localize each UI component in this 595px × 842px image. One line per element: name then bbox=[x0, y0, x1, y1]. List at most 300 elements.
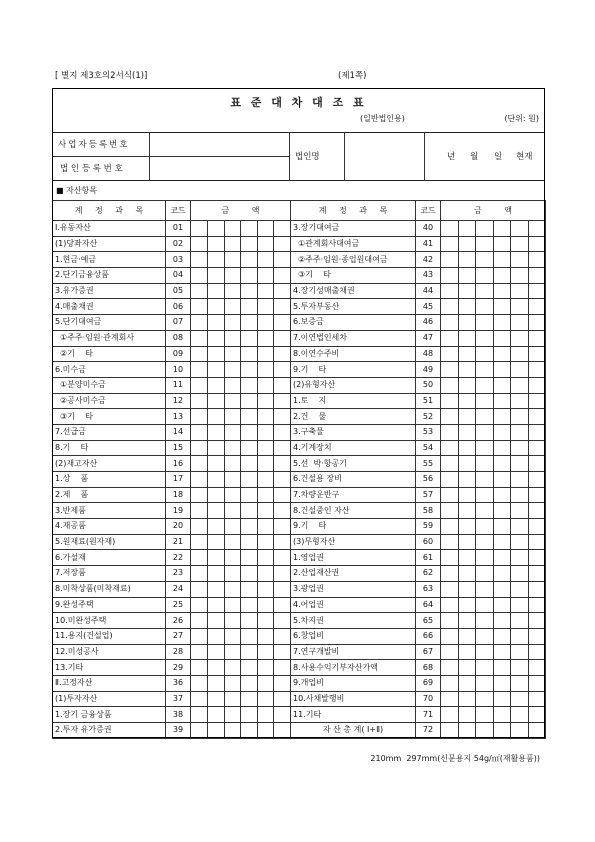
right-amount-cell[interactable] bbox=[459, 346, 476, 362]
left-amount-cell[interactable] bbox=[241, 252, 258, 268]
right-amount-cell[interactable] bbox=[511, 550, 529, 566]
left-amount-cell[interactable] bbox=[208, 566, 225, 582]
right-amount-cell[interactable] bbox=[511, 330, 529, 346]
left-amount-cell[interactable] bbox=[274, 424, 291, 440]
left-amount-cell[interactable] bbox=[191, 581, 208, 597]
right-amount-cell[interactable] bbox=[459, 675, 476, 691]
left-amount-cell[interactable] bbox=[191, 487, 208, 503]
left-amount-cell[interactable] bbox=[191, 472, 208, 488]
left-amount-cell[interactable] bbox=[191, 221, 208, 237]
right-amount-cell[interactable] bbox=[511, 675, 529, 691]
right-amount-cell[interactable] bbox=[441, 675, 459, 691]
left-amount-cell[interactable] bbox=[241, 628, 258, 644]
right-amount-cell[interactable] bbox=[476, 613, 494, 629]
left-amount-cell[interactable] bbox=[208, 487, 225, 503]
right-amount-cell[interactable] bbox=[476, 299, 494, 315]
left-amount-cell[interactable] bbox=[258, 283, 274, 299]
left-amount-cell[interactable] bbox=[208, 393, 225, 409]
right-amount-cell[interactable] bbox=[511, 581, 529, 597]
right-amount-cell[interactable] bbox=[529, 613, 546, 629]
right-amount-cell[interactable] bbox=[459, 691, 476, 707]
left-amount-cell[interactable] bbox=[274, 723, 291, 739]
left-amount-cell[interactable] bbox=[258, 299, 274, 315]
left-amount-cell[interactable] bbox=[225, 268, 241, 284]
right-amount-cell[interactable] bbox=[441, 487, 459, 503]
left-amount-cell[interactable] bbox=[225, 393, 241, 409]
right-amount-cell[interactable] bbox=[529, 221, 546, 237]
left-amount-cell[interactable] bbox=[191, 534, 208, 550]
left-amount-cell[interactable] bbox=[191, 236, 208, 252]
right-amount-cell[interactable] bbox=[494, 487, 511, 503]
right-amount-cell[interactable] bbox=[459, 534, 476, 550]
left-amount-cell[interactable] bbox=[274, 377, 291, 393]
right-amount-cell[interactable] bbox=[529, 268, 546, 284]
right-amount-cell[interactable] bbox=[494, 252, 511, 268]
right-amount-cell[interactable] bbox=[511, 628, 529, 644]
right-amount-cell[interactable] bbox=[476, 707, 494, 723]
left-amount-cell[interactable] bbox=[258, 519, 274, 535]
left-amount-cell[interactable] bbox=[208, 424, 225, 440]
left-amount-cell[interactable] bbox=[225, 628, 241, 644]
left-amount-cell[interactable] bbox=[208, 283, 225, 299]
right-amount-cell[interactable] bbox=[441, 424, 459, 440]
right-amount-cell[interactable] bbox=[441, 723, 459, 739]
right-amount-cell[interactable] bbox=[511, 424, 529, 440]
left-amount-cell[interactable] bbox=[274, 628, 291, 644]
left-amount-cell[interactable] bbox=[241, 330, 258, 346]
left-amount-cell[interactable] bbox=[225, 236, 241, 252]
right-amount-cell[interactable] bbox=[441, 299, 459, 315]
left-amount-cell[interactable] bbox=[191, 377, 208, 393]
left-amount-cell[interactable] bbox=[258, 393, 274, 409]
right-amount-cell[interactable] bbox=[494, 691, 511, 707]
right-amount-cell[interactable] bbox=[511, 534, 529, 550]
left-amount-cell[interactable] bbox=[225, 503, 241, 519]
left-amount-cell[interactable] bbox=[208, 472, 225, 488]
left-amount-cell[interactable] bbox=[258, 472, 274, 488]
left-amount-cell[interactable] bbox=[208, 550, 225, 566]
right-amount-cell[interactable] bbox=[441, 330, 459, 346]
right-amount-cell[interactable] bbox=[511, 487, 529, 503]
left-amount-cell[interactable] bbox=[258, 377, 274, 393]
left-amount-cell[interactable] bbox=[208, 440, 225, 456]
left-amount-cell[interactable] bbox=[225, 362, 241, 378]
right-amount-cell[interactable] bbox=[529, 393, 546, 409]
right-amount-cell[interactable] bbox=[476, 393, 494, 409]
left-amount-cell[interactable] bbox=[225, 723, 241, 739]
right-amount-cell[interactable] bbox=[511, 252, 529, 268]
left-amount-cell[interactable] bbox=[241, 377, 258, 393]
left-amount-cell[interactable] bbox=[191, 424, 208, 440]
left-amount-cell[interactable] bbox=[241, 644, 258, 660]
right-amount-cell[interactable] bbox=[459, 566, 476, 582]
right-amount-cell[interactable] bbox=[441, 315, 459, 331]
left-amount-cell[interactable] bbox=[258, 675, 274, 691]
right-amount-cell[interactable] bbox=[529, 581, 546, 597]
left-amount-cell[interactable] bbox=[191, 268, 208, 284]
left-amount-cell[interactable] bbox=[258, 534, 274, 550]
left-amount-cell[interactable] bbox=[191, 252, 208, 268]
left-amount-cell[interactable] bbox=[208, 691, 225, 707]
left-amount-cell[interactable] bbox=[225, 283, 241, 299]
left-amount-cell[interactable] bbox=[258, 503, 274, 519]
left-amount-cell[interactable] bbox=[241, 534, 258, 550]
left-amount-cell[interactable] bbox=[241, 519, 258, 535]
right-amount-cell[interactable] bbox=[476, 660, 494, 676]
left-amount-cell[interactable] bbox=[225, 707, 241, 723]
left-amount-cell[interactable] bbox=[208, 581, 225, 597]
left-amount-cell[interactable] bbox=[241, 283, 258, 299]
right-amount-cell[interactable] bbox=[459, 456, 476, 472]
right-amount-cell[interactable] bbox=[459, 268, 476, 284]
right-amount-cell[interactable] bbox=[441, 236, 459, 252]
right-amount-cell[interactable] bbox=[441, 613, 459, 629]
left-amount-cell[interactable] bbox=[208, 456, 225, 472]
right-amount-cell[interactable] bbox=[459, 597, 476, 613]
right-amount-cell[interactable] bbox=[441, 472, 459, 488]
right-amount-cell[interactable] bbox=[441, 581, 459, 597]
right-amount-cell[interactable] bbox=[529, 644, 546, 660]
left-amount-cell[interactable] bbox=[274, 581, 291, 597]
right-amount-cell[interactable] bbox=[459, 315, 476, 331]
right-amount-cell[interactable] bbox=[441, 566, 459, 582]
right-amount-cell[interactable] bbox=[529, 299, 546, 315]
right-amount-cell[interactable] bbox=[476, 456, 494, 472]
left-amount-cell[interactable] bbox=[191, 691, 208, 707]
left-amount-cell[interactable] bbox=[208, 707, 225, 723]
right-amount-cell[interactable] bbox=[441, 628, 459, 644]
right-amount-cell[interactable] bbox=[494, 597, 511, 613]
right-amount-cell[interactable] bbox=[494, 221, 511, 237]
corp-reg-no-field[interactable] bbox=[150, 157, 290, 181]
left-amount-cell[interactable] bbox=[191, 660, 208, 676]
left-amount-cell[interactable] bbox=[274, 283, 291, 299]
right-amount-cell[interactable] bbox=[459, 613, 476, 629]
right-amount-cell[interactable] bbox=[494, 456, 511, 472]
right-amount-cell[interactable] bbox=[459, 236, 476, 252]
left-amount-cell[interactable] bbox=[274, 613, 291, 629]
right-amount-cell[interactable] bbox=[459, 393, 476, 409]
right-amount-cell[interactable] bbox=[459, 283, 476, 299]
right-amount-cell[interactable] bbox=[529, 487, 546, 503]
right-amount-cell[interactable] bbox=[441, 440, 459, 456]
right-amount-cell[interactable] bbox=[476, 503, 494, 519]
left-amount-cell[interactable] bbox=[208, 519, 225, 535]
left-amount-cell[interactable] bbox=[258, 315, 274, 331]
right-amount-cell[interactable] bbox=[441, 456, 459, 472]
right-amount-cell[interactable] bbox=[476, 534, 494, 550]
left-amount-cell[interactable] bbox=[225, 472, 241, 488]
right-amount-cell[interactable] bbox=[459, 409, 476, 425]
left-amount-cell[interactable] bbox=[274, 550, 291, 566]
left-amount-cell[interactable] bbox=[191, 299, 208, 315]
right-amount-cell[interactable] bbox=[476, 252, 494, 268]
right-amount-cell[interactable] bbox=[494, 519, 511, 535]
right-amount-cell[interactable] bbox=[476, 581, 494, 597]
right-amount-cell[interactable] bbox=[511, 644, 529, 660]
right-amount-cell[interactable] bbox=[459, 707, 476, 723]
right-amount-cell[interactable] bbox=[476, 315, 494, 331]
left-amount-cell[interactable] bbox=[241, 581, 258, 597]
left-amount-cell[interactable] bbox=[225, 691, 241, 707]
right-amount-cell[interactable] bbox=[529, 440, 546, 456]
right-amount-cell[interactable] bbox=[529, 660, 546, 676]
right-amount-cell[interactable] bbox=[441, 409, 459, 425]
right-amount-cell[interactable] bbox=[441, 707, 459, 723]
left-amount-cell[interactable] bbox=[241, 723, 258, 739]
right-amount-cell[interactable] bbox=[476, 550, 494, 566]
left-amount-cell[interactable] bbox=[258, 613, 274, 629]
left-amount-cell[interactable] bbox=[225, 550, 241, 566]
right-amount-cell[interactable] bbox=[459, 628, 476, 644]
right-amount-cell[interactable] bbox=[494, 236, 511, 252]
right-amount-cell[interactable] bbox=[459, 519, 476, 535]
left-amount-cell[interactable] bbox=[241, 503, 258, 519]
right-amount-cell[interactable] bbox=[494, 628, 511, 644]
right-amount-cell[interactable] bbox=[494, 268, 511, 284]
right-amount-cell[interactable] bbox=[459, 440, 476, 456]
left-amount-cell[interactable] bbox=[208, 597, 225, 613]
left-amount-cell[interactable] bbox=[208, 221, 225, 237]
left-amount-cell[interactable] bbox=[258, 236, 274, 252]
left-amount-cell[interactable] bbox=[241, 487, 258, 503]
right-amount-cell[interactable] bbox=[529, 362, 546, 378]
right-amount-cell[interactable] bbox=[511, 456, 529, 472]
right-amount-cell[interactable] bbox=[494, 581, 511, 597]
left-amount-cell[interactable] bbox=[225, 440, 241, 456]
right-amount-cell[interactable] bbox=[494, 424, 511, 440]
right-amount-cell[interactable] bbox=[476, 346, 494, 362]
right-amount-cell[interactable] bbox=[494, 393, 511, 409]
left-amount-cell[interactable] bbox=[208, 723, 225, 739]
right-amount-cell[interactable] bbox=[529, 519, 546, 535]
left-amount-cell[interactable] bbox=[241, 550, 258, 566]
right-amount-cell[interactable] bbox=[511, 707, 529, 723]
right-amount-cell[interactable] bbox=[511, 393, 529, 409]
right-amount-cell[interactable] bbox=[494, 472, 511, 488]
left-amount-cell[interactable] bbox=[274, 362, 291, 378]
right-amount-cell[interactable] bbox=[511, 597, 529, 613]
right-amount-cell[interactable] bbox=[511, 299, 529, 315]
left-amount-cell[interactable] bbox=[225, 424, 241, 440]
left-amount-cell[interactable] bbox=[241, 221, 258, 237]
left-amount-cell[interactable] bbox=[191, 283, 208, 299]
right-amount-cell[interactable] bbox=[441, 550, 459, 566]
right-amount-cell[interactable] bbox=[459, 503, 476, 519]
left-amount-cell[interactable] bbox=[241, 456, 258, 472]
left-amount-cell[interactable] bbox=[225, 252, 241, 268]
left-amount-cell[interactable] bbox=[258, 660, 274, 676]
right-amount-cell[interactable] bbox=[476, 597, 494, 613]
left-amount-cell[interactable] bbox=[274, 440, 291, 456]
right-amount-cell[interactable] bbox=[529, 550, 546, 566]
right-amount-cell[interactable] bbox=[476, 691, 494, 707]
right-amount-cell[interactable] bbox=[476, 221, 494, 237]
left-amount-cell[interactable] bbox=[208, 252, 225, 268]
right-amount-cell[interactable] bbox=[441, 221, 459, 237]
left-amount-cell[interactable] bbox=[191, 330, 208, 346]
right-amount-cell[interactable] bbox=[476, 519, 494, 535]
right-amount-cell[interactable] bbox=[494, 566, 511, 582]
right-amount-cell[interactable] bbox=[529, 330, 546, 346]
right-amount-cell[interactable] bbox=[441, 252, 459, 268]
left-amount-cell[interactable] bbox=[258, 440, 274, 456]
left-amount-cell[interactable] bbox=[241, 346, 258, 362]
right-amount-cell[interactable] bbox=[511, 613, 529, 629]
right-amount-cell[interactable] bbox=[494, 377, 511, 393]
left-amount-cell[interactable] bbox=[241, 566, 258, 582]
right-amount-cell[interactable] bbox=[459, 330, 476, 346]
left-amount-cell[interactable] bbox=[191, 675, 208, 691]
right-amount-cell[interactable] bbox=[459, 723, 476, 739]
left-amount-cell[interactable] bbox=[191, 315, 208, 331]
right-amount-cell[interactable] bbox=[476, 644, 494, 660]
left-amount-cell[interactable] bbox=[241, 268, 258, 284]
right-amount-cell[interactable] bbox=[476, 487, 494, 503]
left-amount-cell[interactable] bbox=[258, 644, 274, 660]
right-amount-cell[interactable] bbox=[529, 534, 546, 550]
left-amount-cell[interactable] bbox=[274, 534, 291, 550]
left-amount-cell[interactable] bbox=[208, 362, 225, 378]
left-amount-cell[interactable] bbox=[241, 472, 258, 488]
right-amount-cell[interactable] bbox=[494, 362, 511, 378]
right-amount-cell[interactable] bbox=[529, 597, 546, 613]
left-amount-cell[interactable] bbox=[191, 628, 208, 644]
left-amount-cell[interactable] bbox=[274, 252, 291, 268]
left-amount-cell[interactable] bbox=[241, 299, 258, 315]
left-amount-cell[interactable] bbox=[208, 409, 225, 425]
left-amount-cell[interactable] bbox=[225, 221, 241, 237]
left-amount-cell[interactable] bbox=[191, 597, 208, 613]
right-amount-cell[interactable] bbox=[441, 393, 459, 409]
left-amount-cell[interactable] bbox=[191, 362, 208, 378]
left-amount-cell[interactable] bbox=[274, 566, 291, 582]
right-amount-cell[interactable] bbox=[441, 503, 459, 519]
left-amount-cell[interactable] bbox=[241, 613, 258, 629]
left-amount-cell[interactable] bbox=[225, 346, 241, 362]
right-amount-cell[interactable] bbox=[529, 283, 546, 299]
left-amount-cell[interactable] bbox=[258, 362, 274, 378]
left-amount-cell[interactable] bbox=[191, 644, 208, 660]
left-amount-cell[interactable] bbox=[274, 315, 291, 331]
left-amount-cell[interactable] bbox=[241, 409, 258, 425]
right-amount-cell[interactable] bbox=[529, 691, 546, 707]
left-amount-cell[interactable] bbox=[225, 597, 241, 613]
right-amount-cell[interactable] bbox=[511, 409, 529, 425]
left-amount-cell[interactable] bbox=[274, 299, 291, 315]
left-amount-cell[interactable] bbox=[225, 581, 241, 597]
left-amount-cell[interactable] bbox=[274, 409, 291, 425]
right-amount-cell[interactable] bbox=[441, 519, 459, 535]
left-amount-cell[interactable] bbox=[274, 346, 291, 362]
right-amount-cell[interactable] bbox=[511, 377, 529, 393]
right-amount-cell[interactable] bbox=[511, 221, 529, 237]
left-amount-cell[interactable] bbox=[208, 675, 225, 691]
left-amount-cell[interactable] bbox=[258, 597, 274, 613]
left-amount-cell[interactable] bbox=[258, 691, 274, 707]
right-amount-cell[interactable] bbox=[494, 723, 511, 739]
left-amount-cell[interactable] bbox=[241, 660, 258, 676]
right-amount-cell[interactable] bbox=[441, 644, 459, 660]
left-amount-cell[interactable] bbox=[208, 330, 225, 346]
right-amount-cell[interactable] bbox=[441, 534, 459, 550]
left-amount-cell[interactable] bbox=[274, 675, 291, 691]
left-amount-cell[interactable] bbox=[241, 362, 258, 378]
right-amount-cell[interactable] bbox=[494, 299, 511, 315]
right-amount-cell[interactable] bbox=[441, 362, 459, 378]
left-amount-cell[interactable] bbox=[191, 707, 208, 723]
left-amount-cell[interactable] bbox=[274, 644, 291, 660]
right-amount-cell[interactable] bbox=[441, 377, 459, 393]
right-amount-cell[interactable] bbox=[529, 566, 546, 582]
left-amount-cell[interactable] bbox=[258, 550, 274, 566]
right-amount-cell[interactable] bbox=[494, 613, 511, 629]
right-amount-cell[interactable] bbox=[511, 723, 529, 739]
right-amount-cell[interactable] bbox=[529, 628, 546, 644]
right-amount-cell[interactable] bbox=[511, 660, 529, 676]
right-amount-cell[interactable] bbox=[441, 283, 459, 299]
left-amount-cell[interactable] bbox=[241, 597, 258, 613]
left-amount-cell[interactable] bbox=[258, 221, 274, 237]
right-amount-cell[interactable] bbox=[529, 707, 546, 723]
right-amount-cell[interactable] bbox=[459, 550, 476, 566]
left-amount-cell[interactable] bbox=[208, 628, 225, 644]
right-amount-cell[interactable] bbox=[494, 440, 511, 456]
left-amount-cell[interactable] bbox=[191, 409, 208, 425]
right-amount-cell[interactable] bbox=[511, 472, 529, 488]
left-amount-cell[interactable] bbox=[274, 487, 291, 503]
left-amount-cell[interactable] bbox=[274, 221, 291, 237]
left-amount-cell[interactable] bbox=[274, 503, 291, 519]
date-field[interactable] bbox=[425, 133, 545, 181]
right-amount-cell[interactable] bbox=[494, 707, 511, 723]
right-amount-cell[interactable] bbox=[476, 440, 494, 456]
right-amount-cell[interactable] bbox=[529, 252, 546, 268]
left-amount-cell[interactable] bbox=[258, 268, 274, 284]
left-amount-cell[interactable] bbox=[191, 613, 208, 629]
right-amount-cell[interactable] bbox=[494, 550, 511, 566]
right-amount-cell[interactable] bbox=[494, 675, 511, 691]
right-amount-cell[interactable] bbox=[529, 472, 546, 488]
right-amount-cell[interactable] bbox=[511, 315, 529, 331]
left-amount-cell[interactable] bbox=[191, 566, 208, 582]
right-amount-cell[interactable] bbox=[511, 503, 529, 519]
left-amount-cell[interactable] bbox=[258, 409, 274, 425]
right-amount-cell[interactable] bbox=[459, 377, 476, 393]
left-amount-cell[interactable] bbox=[274, 456, 291, 472]
left-amount-cell[interactable] bbox=[208, 503, 225, 519]
left-amount-cell[interactable] bbox=[258, 346, 274, 362]
left-amount-cell[interactable] bbox=[274, 472, 291, 488]
right-amount-cell[interactable] bbox=[441, 597, 459, 613]
right-amount-cell[interactable] bbox=[529, 315, 546, 331]
right-amount-cell[interactable] bbox=[529, 377, 546, 393]
left-amount-cell[interactable] bbox=[208, 377, 225, 393]
left-amount-cell[interactable] bbox=[191, 503, 208, 519]
left-amount-cell[interactable] bbox=[191, 346, 208, 362]
right-amount-cell[interactable] bbox=[511, 362, 529, 378]
right-amount-cell[interactable] bbox=[441, 268, 459, 284]
right-amount-cell[interactable] bbox=[476, 472, 494, 488]
left-amount-cell[interactable] bbox=[274, 597, 291, 613]
left-amount-cell[interactable] bbox=[225, 660, 241, 676]
right-amount-cell[interactable] bbox=[511, 268, 529, 284]
left-amount-cell[interactable] bbox=[208, 236, 225, 252]
right-amount-cell[interactable] bbox=[476, 236, 494, 252]
left-amount-cell[interactable] bbox=[225, 613, 241, 629]
left-amount-cell[interactable] bbox=[225, 644, 241, 660]
right-amount-cell[interactable] bbox=[529, 424, 546, 440]
